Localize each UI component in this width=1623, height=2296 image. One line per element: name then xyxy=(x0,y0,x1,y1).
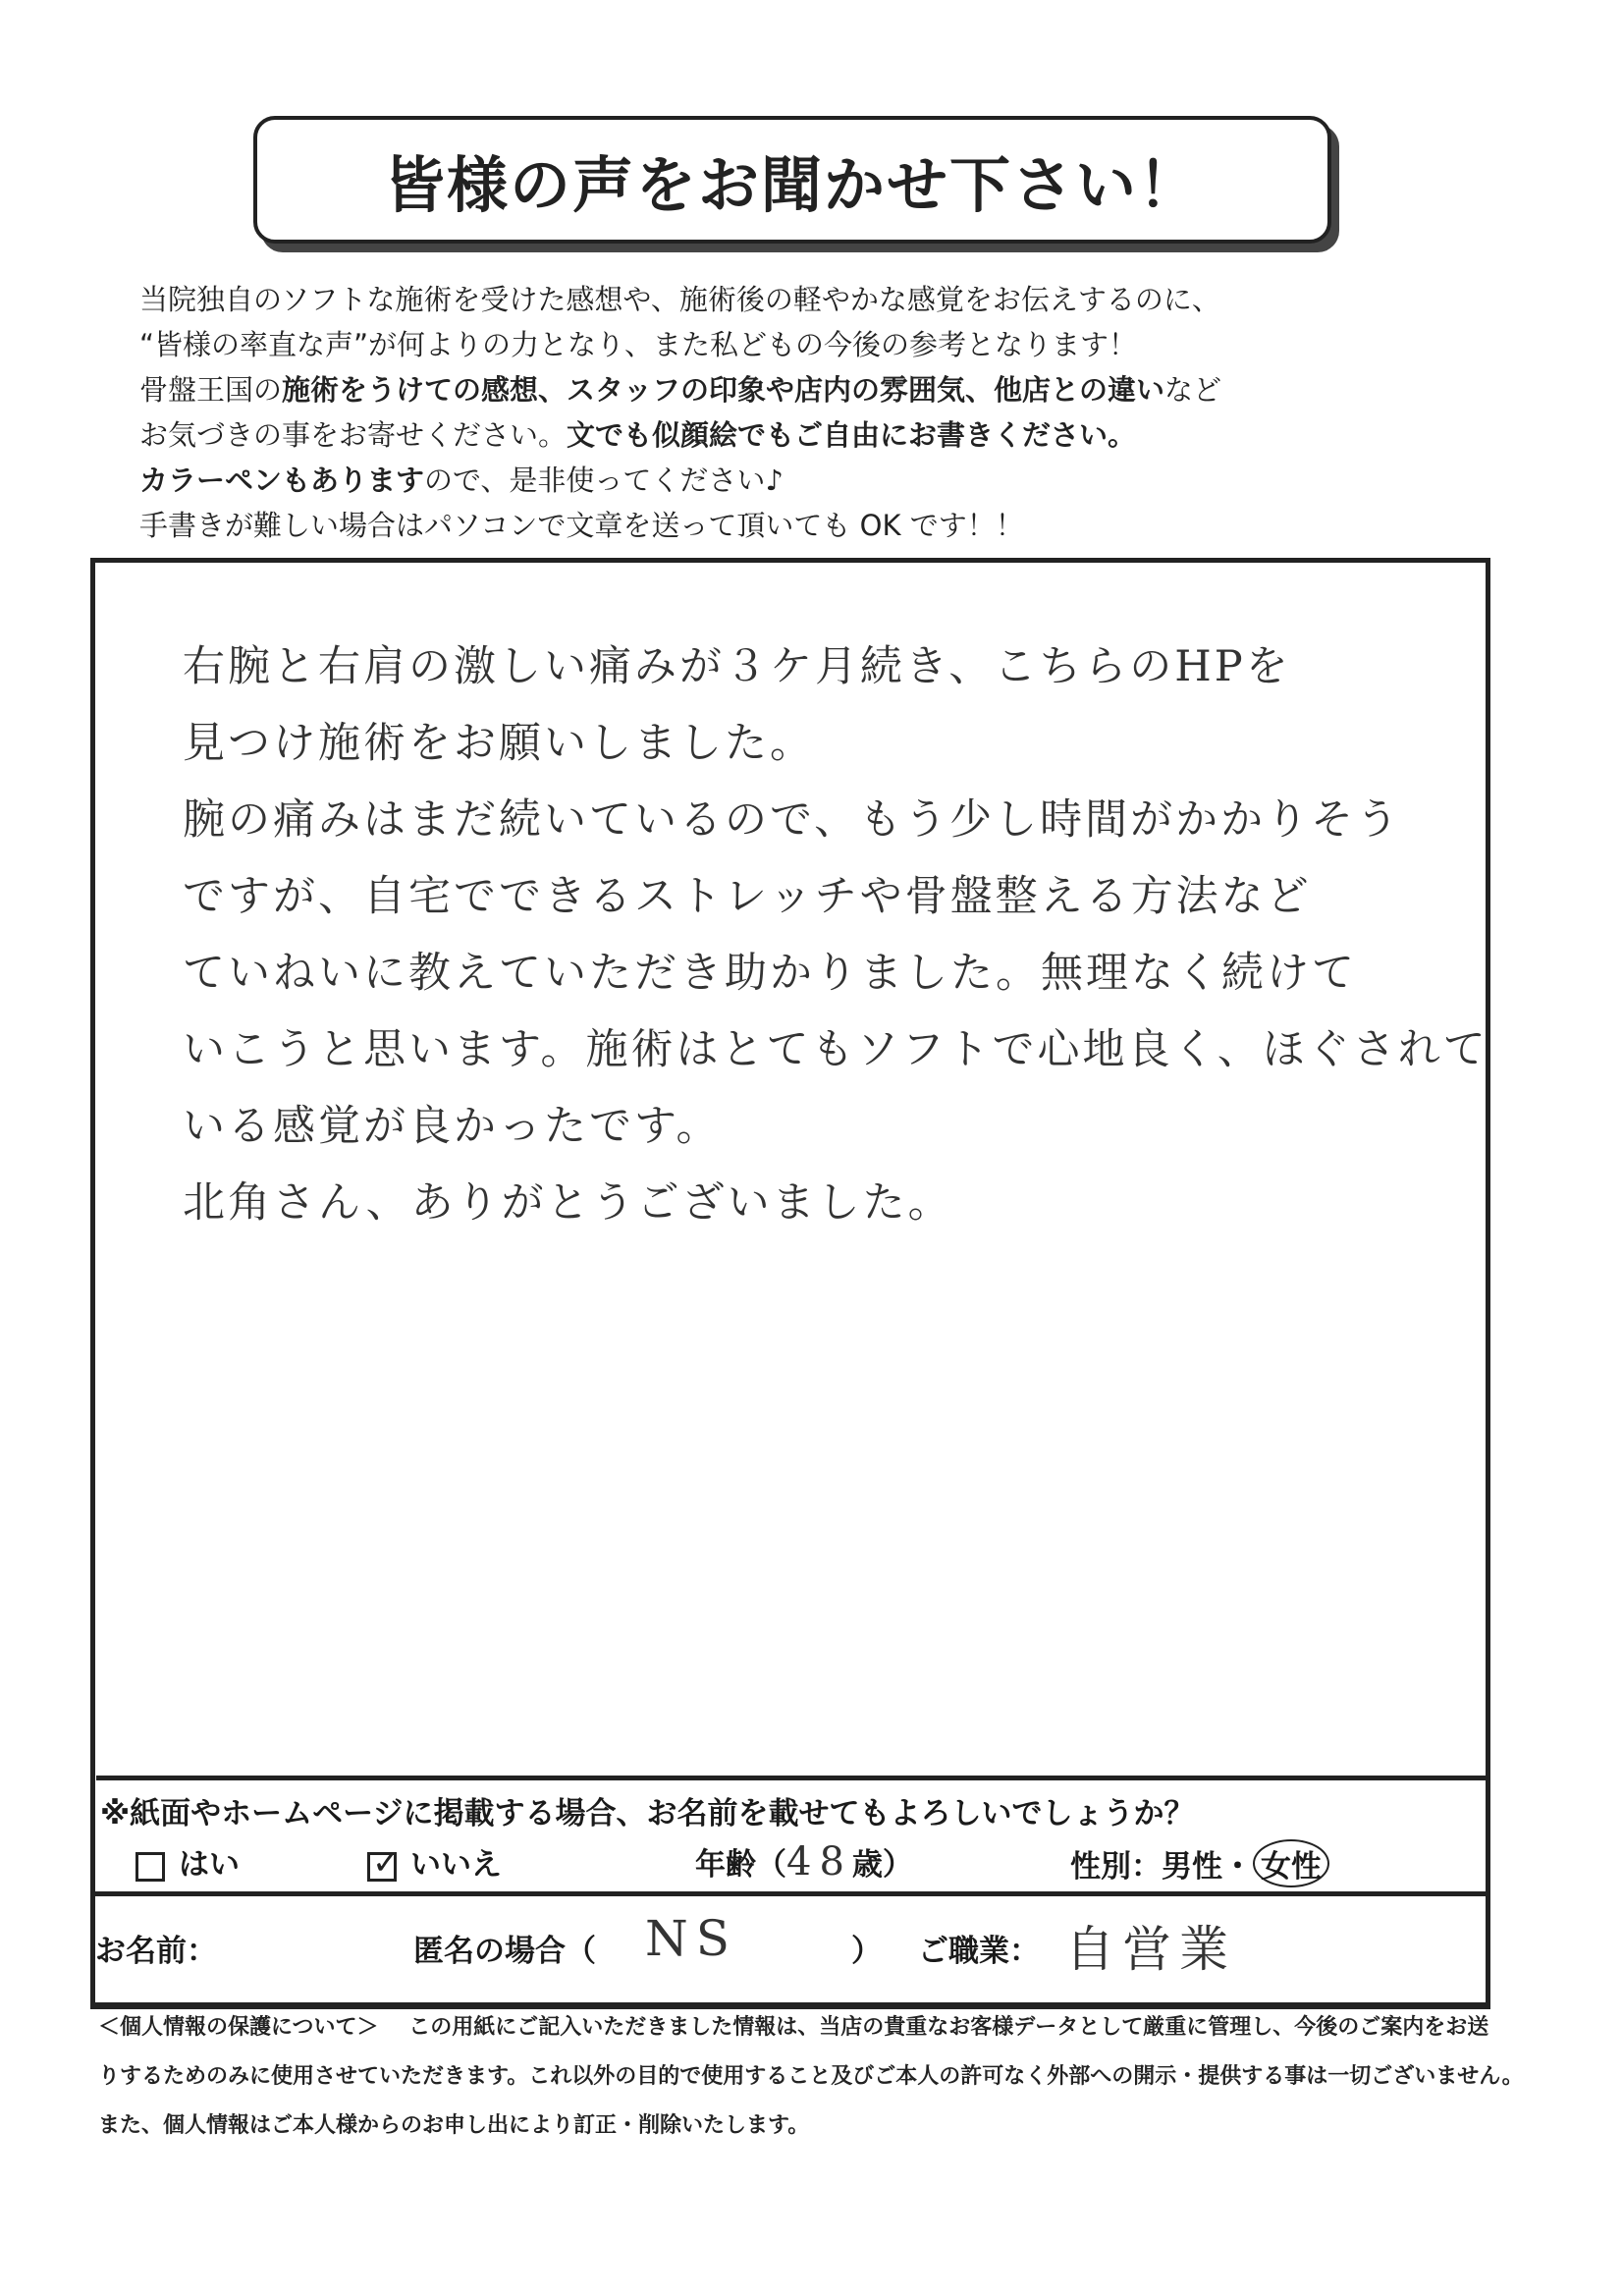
occupation-value[interactable]: 自営業 xyxy=(1065,1921,1236,1978)
privacy-line-2: りするためのみに使用させていただきます。これ以外の目的で使用すること及びご本人の許可なく外部への開示・提供する事は一切ございません。 xyxy=(98,2064,1524,2089)
intro-line-5 xyxy=(139,458,1475,503)
comment-line: いこうと思います。施術はとてもソフトで心地良く、ほぐされて xyxy=(183,1025,1488,1074)
intro-line-3 xyxy=(139,367,1475,412)
occupation-label: ご職業： xyxy=(918,1934,1040,1969)
yes-checkbox[interactable] xyxy=(135,1852,165,1882)
name-label: お名前： xyxy=(95,1934,217,1969)
name-row xyxy=(90,1891,1490,2009)
gender-field xyxy=(1070,1839,1329,1887)
no-label: いいえ xyxy=(410,1847,502,1883)
comment-line: 見つけ施術をお願いしました。 xyxy=(183,719,815,768)
handwritten-comment xyxy=(183,629,1488,1241)
comment-line: 北角さん、ありがとうございました。 xyxy=(183,1178,953,1228)
comment-line: 右腕と右肩の激しい痛みが３ケ月続き、こちらのHPを xyxy=(183,642,1291,691)
intro-text xyxy=(139,277,1475,548)
comment-line: ですが、自宅でできるストレッチや骨盤整える方法など xyxy=(183,872,1312,921)
anonymous-label-pre: 匿名の場合（ xyxy=(413,1934,596,1969)
comment-line: ていねいに教えていただき助かりました。無理なく続けて xyxy=(183,949,1357,998)
intro-line-4-b: 文でも似顔絵でもご自由にお書きください。 xyxy=(567,418,1137,452)
consent-question: ※紙面やホームページに掲載する場合、お名前を載せてもよろしいでしょうか？ xyxy=(100,1796,1195,1831)
age-field xyxy=(695,1839,913,1885)
page-title: 皆様の声をお聞かせ下さい！ xyxy=(383,148,1201,221)
consent-no-option[interactable] xyxy=(367,1839,502,1884)
age-label-pre: 年齢（ xyxy=(695,1847,786,1883)
yes-label: はい xyxy=(179,1847,240,1883)
intro-line-3-c: など xyxy=(1164,373,1222,407)
comment-line: いる感覚が良かったです。 xyxy=(183,1102,722,1151)
age-value[interactable]: 48 xyxy=(786,1839,852,1885)
gender-male[interactable]: 男性 xyxy=(1162,1849,1222,1885)
no-checkbox[interactable] xyxy=(367,1842,401,1883)
title-box xyxy=(253,116,1331,244)
gender-female-selected[interactable]: 女性 xyxy=(1253,1839,1329,1887)
age-label-post: 歳） xyxy=(851,1847,913,1883)
intro-line-4-a: お気づきの事をお寄せください。 xyxy=(139,418,568,452)
intro-line-5-a: カラーペンもあります xyxy=(139,464,425,497)
privacy-line-3: また、個人情報はご本人様からのお申し出により訂正・削除いたします。 xyxy=(98,2113,810,2138)
privacy-line-1-text: この用紙にご記入いただきました情報は、当店の貴重なお客様データとして厳重に管理し、今後のご案内をお送 xyxy=(408,2015,1489,2040)
intro-line-5-b: ので、是非使ってください♪ xyxy=(424,464,784,497)
intro-line-4 xyxy=(139,412,1475,458)
intro-line-6: 手書きが難しい場合はパソコンで文章を送って頂いても OK です！！ xyxy=(139,509,1024,542)
check-icon: ✓ xyxy=(372,1842,401,1883)
consent-section xyxy=(96,1776,1487,1888)
privacy-notice xyxy=(98,2003,1524,2151)
intro-line-1: 当院独自のソフトな施術を受けた感想や、施術後の軽やかな感覚をお伝えするのに、 xyxy=(139,283,1220,316)
intro-line-3-a: 骨盤王国の xyxy=(139,373,283,407)
comment-line: 腕の痛みはまだ続いているので、もう少し時間がかかりそう xyxy=(183,795,1402,845)
anonymous-label-post: ） xyxy=(851,1934,882,1969)
intro-line-2: “皆様の率直な声”が何よりの力となり、また私どもの今後の参考となります！ xyxy=(139,328,1138,361)
anonymous-name-value[interactable]: NS xyxy=(645,1910,738,1967)
consent-yes-option[interactable] xyxy=(135,1839,240,1884)
privacy-line-1 xyxy=(98,2003,1492,2052)
privacy-heading: ＜個人情報の保護について＞ xyxy=(98,2015,379,2040)
gender-label: 性別： xyxy=(1070,1849,1162,1885)
gender-separator: ・ xyxy=(1222,1849,1253,1885)
intro-line-3-b: 施術をうけての感想、スタッフの印象や店内の雰囲気、他店との違い xyxy=(282,373,1165,407)
